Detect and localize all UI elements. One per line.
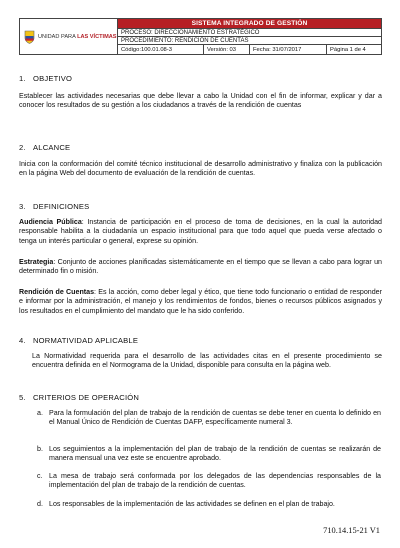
header-info xyxy=(118,19,381,54)
procedure-line: PROCEDIMIENTO: RENDICIÓN DE CUENTAS xyxy=(118,37,381,45)
objetivo-paragraph: Establecer las actividades necesarias que debe llevar a cabo la Unidad con el fin de informar, explicar y dar a conocer los resultados de su gestión a los ciudadanos a través de la rendición de cuentas xyxy=(19,92,382,110)
meta-row xyxy=(118,45,381,54)
section-heading-objetivo: 1. OBJETIVO xyxy=(19,74,73,83)
date-cell: Fecha: 31/07/2017 xyxy=(250,45,327,54)
section-heading-definiciones: 3. DEFINICIONES xyxy=(19,202,90,211)
coat-of-arms-icon xyxy=(24,30,35,44)
section-heading-alcance: 2. ALCANCE xyxy=(19,143,71,152)
list-item: d. Los responsables de la implementación de las actividades se definen en el plan de trabajo. xyxy=(37,500,335,508)
page-cell: Página 1 de 4 xyxy=(330,46,366,53)
document-header xyxy=(19,18,382,55)
footer-code: 710.14.15-21 V1 xyxy=(323,526,380,535)
code-cell: Código:100.01.08-3 xyxy=(118,45,204,54)
definition-audiencia: Audiencia Pública: Instancia de participación en el proceso de toma de decisiones, en la cual la autoridad responsable habilita a la ciudadanía un espacio institucional para que todo aquel que pueda verse afectado o tenga un interés particular o general, exprese su opinión. xyxy=(19,218,382,245)
list-item: a. Para la formulación del plan de trabajo de la rendición de cuentas se debe tener en cuenta lo definido en el Manual Único de Rendición de Cuentas DAFP, específicamente numeral 3. xyxy=(37,409,381,427)
section-heading-criterios: 5. CRITERIOS DE OPERACIÓN xyxy=(19,393,140,402)
definition-estrategia: Estrategia: Conjunto de acciones planificadas sistemáticamente en el tiempo que se llevan a cabo para lograr un determinado fin o misión. xyxy=(19,258,382,276)
logo-cell xyxy=(20,19,118,54)
system-title: SISTEMA INTEGRADO DE GESTIÓN xyxy=(118,19,381,29)
definition-rendicion: Rendición de Cuentas: Es la acción, como deber legal y ético, que tiene todo funcionario o entidad de responder e informar por la administración, el manejo y los rendimientos de fondos, bienes o recursos públicos asignados y los resultados en el cumplimiento del mandato que le ha sido conferido. xyxy=(19,288,382,315)
list-item: c. La mesa de trabajo será conformada por los delegados de las dependencias responsables de la implementación del plan de trabajo de la rendición de cuentas. xyxy=(37,472,381,490)
process-line: PROCESO: DIRECCIONAMIENTO ESTRATÉGICO xyxy=(118,29,381,37)
normatividad-paragraph: La Normatividad requerida para el desarrollo de las actividades citas en el presente procedimiento se encuentra definida en el Normograma de la Unidad, disponible para consulta en la página web. xyxy=(32,352,382,370)
alcance-paragraph: Inicia con la conformación del comité técnico institucional de desarrollo administrativo y finaliza con la publicación en la página Web del documento de evaluación de la rendición de cuentas. xyxy=(19,160,382,178)
logo-text: UNIDAD PARA LAS VÍCTIMAS xyxy=(38,33,117,40)
list-item: b. Los seguimientos a la implementación del plan de trabajo de la rendición de cuentas se realizarán de manera mensual una vez este se encuentre aprobado. xyxy=(37,445,381,463)
section-heading-normatividad: 4. NORMATIVIDAD APLICABLE xyxy=(19,336,139,345)
version-cell: Versión: 03 xyxy=(204,45,250,54)
